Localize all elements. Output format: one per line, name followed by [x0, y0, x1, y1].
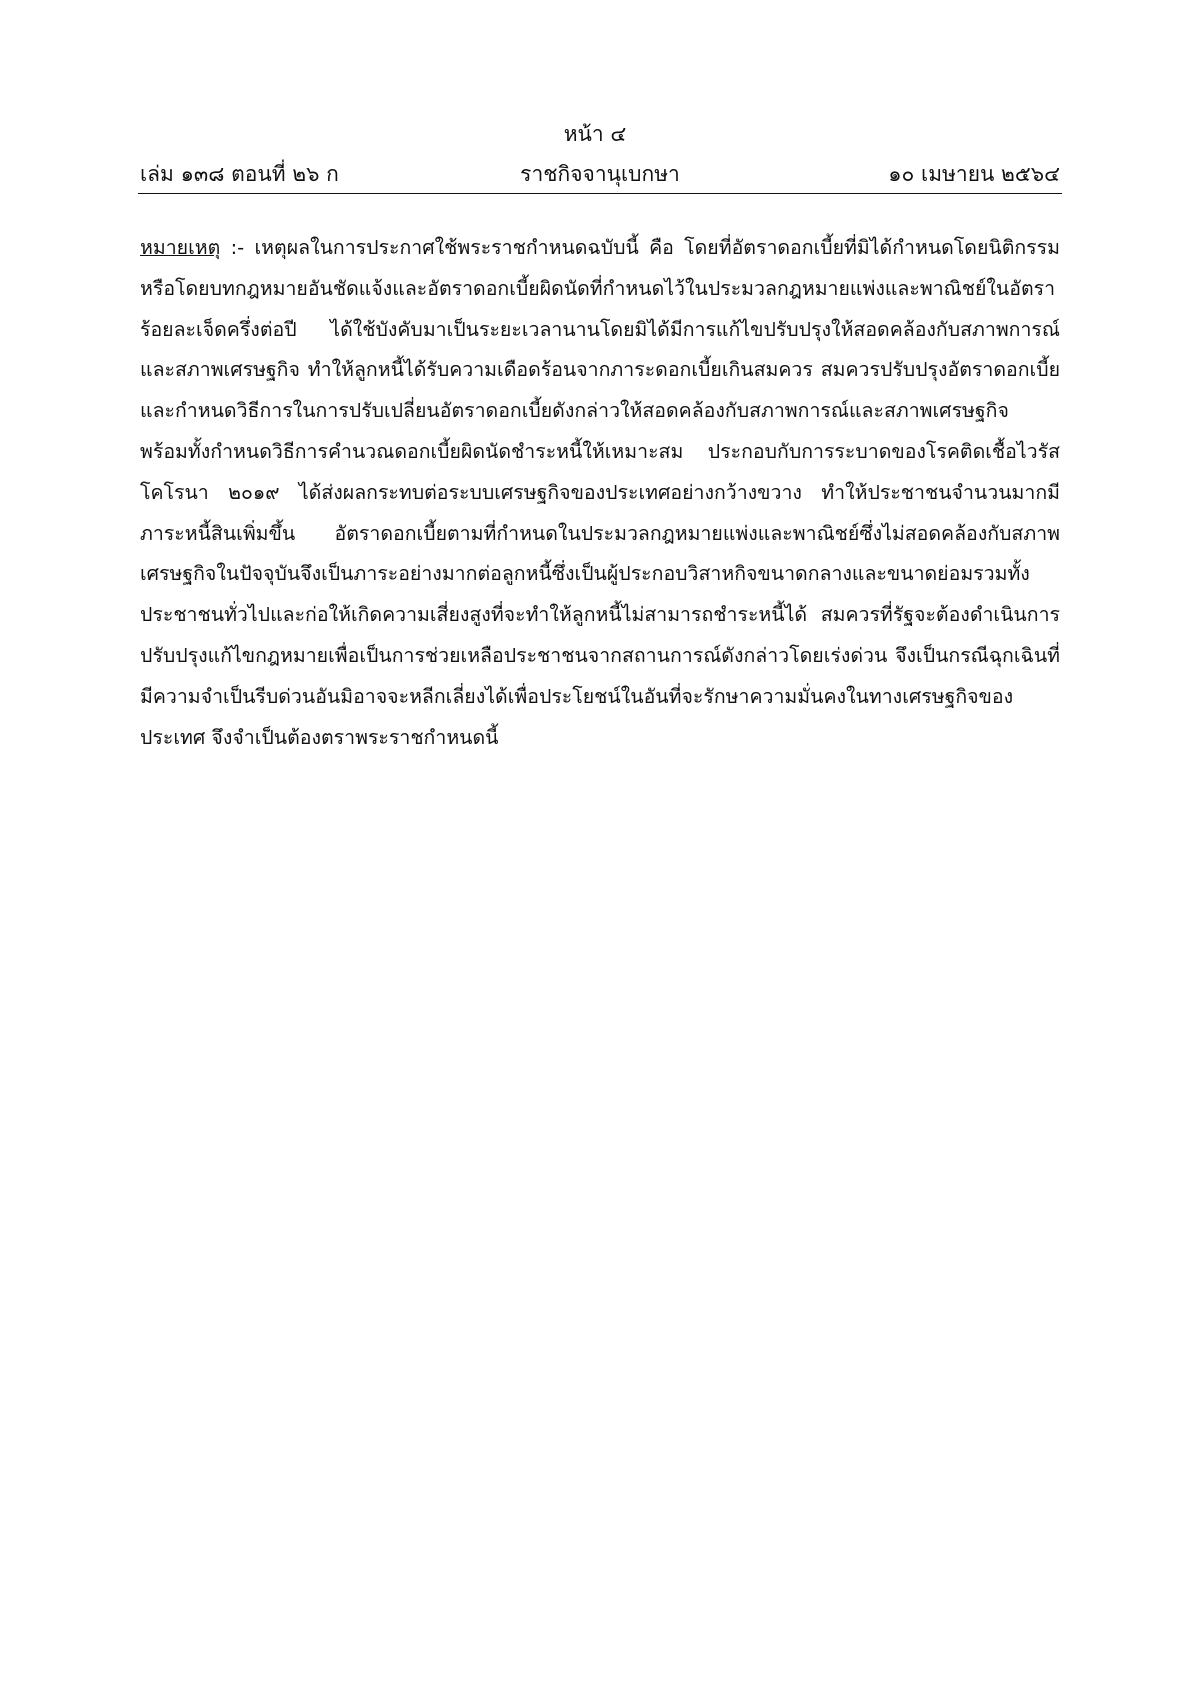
- gazette-header: [140, 158, 1060, 188]
- remark-paragraph: [140, 228, 1060, 758]
- page-number: หน้า ๔: [563, 122, 627, 146]
- publication-date: ๑๐ เมษายน ๒๕๖๔: [888, 162, 1060, 186]
- remark-text: เหตุผลในการประกาศใช้พระราชกำหนดฉบับนี้ คือ โดยที่อัตราดอกเบี้ยที่มิได้กำหนดโดยนิติกรรมหรือโดยบทกฎหมายอันชัดแจ้งและอัตราดอกเบี้ยผิดนัดที่กำหนดไว้ในประมวลกฎหมายแพ่งและพาณิชย์ในอัตราร้อยละเจ็ดครึ่งต่อปี ได้ใช้บังคับมาเป็นระยะเวลานานโดยมิได้มีการแก้ไขปรับปรุงให้สอดคล้องกับสภาพการณ์และสภาพเศรษฐกิจ ทำให้ลูกหนี้ได้รับความเดือดร้อนจากภาระดอกเบี้ยเกินสมควร สมควรปรับปรุงอัตราดอกเบี้ยและกำหนดวิธีการในการปรับเปลี่ยนอัตราดอกเบี้ยดังกล่าวให้สอดคล้องกับสภาพการณ์และสภาพเศรษฐกิจ พร้อมทั้งกำหนดวิธีการคำนวณดอกเบี้ยผิดนัดชำระหนี้ให้เหมาะสม ประกอบกับการระบาดของโรคติดเชื้อไวรัสโคโรนา ๒๐๑๙ ได้ส่งผลกระทบต่อระบบเศรษฐกิจของประเทศอย่างกว้างขวาง ทำให้ประชาชนจำนวนมากมีภาระหนี้สินเพิ่มขึ้น อัตราดอกเบี้ยตามที่กำหนดในประมวลกฎหมายแพ่งและพาณิชย์ซึ่งไม่สอดคล้องกับสภาพเศรษฐกิจในปัจจุบันจึงเป็นภาระอย่างมากต่อลูกหนี้ซึ่งเป็นผู้ประกอบวิสาหกิจขนาดกลางและขนาดย่อมรวมทั้งประชาชนทั่วไปและก่อให้เกิดความเสี่ยงสูงที่จะทำให้ลูกหนี้ไม่สามารถชำระหนี้ได้ สมควรที่รัฐจะต้องดำเนินการปรับปรุงแก้ไขกฎหมายเพื่อเป็นการช่วยเหลือประชาชนจากสถานการณ์ดังกล่าวโดยเร่งด่วน จึงเป็นกรณีฉุกเฉินที่มีความจำเป็นรีบด่วนอันมิอาจจะหลีกเลี่ยงได้เพื่อประโยชน์ในอันที่จะรักษาความมั่นคงในทางเศรษฐกิจของประเทศ จึงจำเป็นต้องตราพระราชกำหนดนี้: [140, 236, 1060, 749]
- remark-separator: :-: [220, 236, 255, 259]
- remark-label: หมายเหตุ: [140, 236, 221, 259]
- header-divider: [138, 193, 1062, 194]
- publication-title: ราชกิจจานุเบกษา: [520, 162, 680, 186]
- volume-issue: เล่ม ๑๓๘ ตอนที่ ๒๖ ก: [140, 162, 339, 186]
